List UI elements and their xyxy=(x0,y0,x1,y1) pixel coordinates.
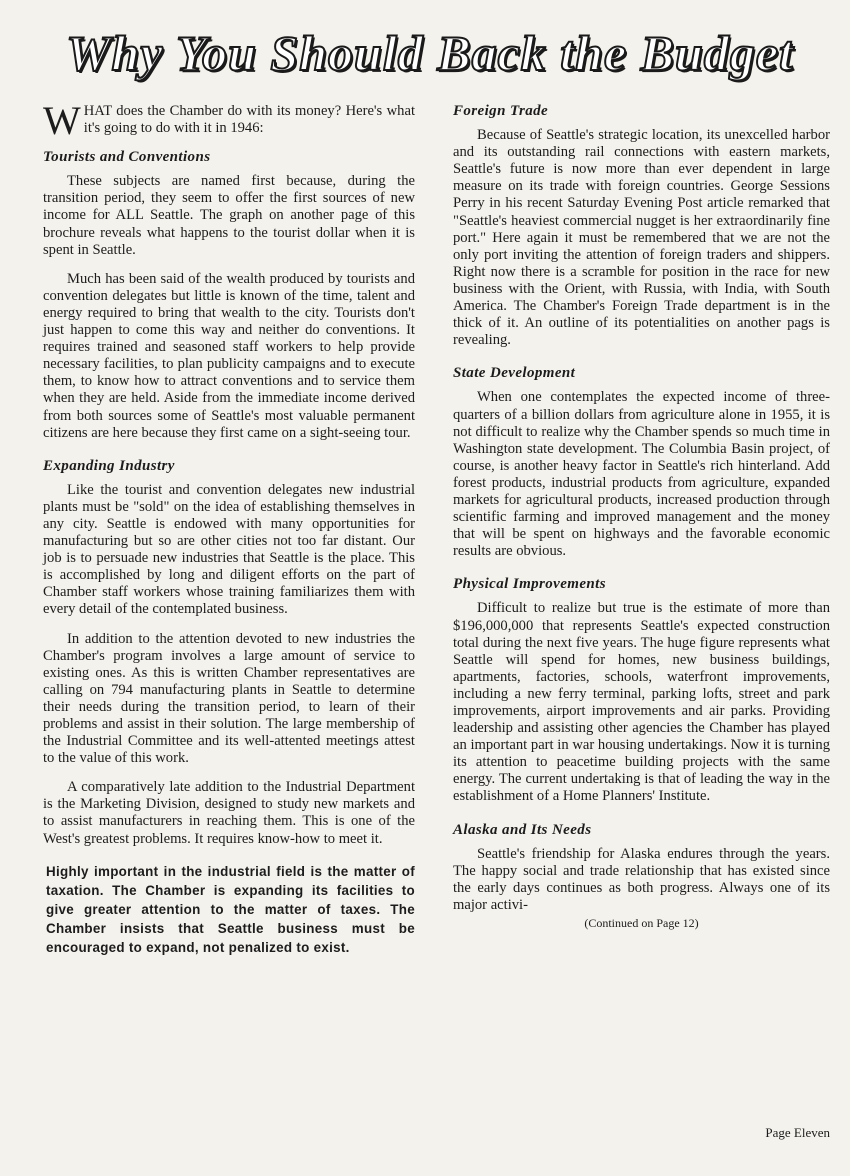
industry-paragraph-3: A comparatively late addition to the Industrial Department is the Marketing Division, designed to study new markets and to assist manufacturers in reaching them. This is one of the West's greatest problems. It requires know-how to meet it. xyxy=(43,779,415,847)
right-column xyxy=(453,103,830,930)
foreign-trade-paragraph: Because of Seattle's strategic location, its unexcelled harbor and its outstanding rail connections with eastern markets, Seattle's future is now more than ever dependent in large measure on its trade with foreign countries. George Sessions Perry in his recent Saturday Evening Post article remarked that "Seattle's heaviest commercial nugget is her extraordinarily fine port." Here again it must be remembered that we are not the only port inviting the attention of foreign traders and shippers. Right now there is a scramble for position in the race for new business with the Orient, with Russia, with India, with South America. The Chamber's Foreign Trade department is in the thick of it. An outline of its potentialities on another pags is revealing. xyxy=(453,127,830,349)
intro-text: HAT does the Chamber do with its money? Here's what it's going to do with it in 1946: xyxy=(83,103,415,137)
heading-state-development: State Development xyxy=(453,365,576,382)
alaska-paragraph: Seattle's friendship for Alaska endures through the years. The happy social and trade relationship that has existed since the early days continues as both progress. Always one of its major activi- xyxy=(453,845,830,913)
left-column xyxy=(43,98,415,970)
continued-note: (Continued on Page 12) xyxy=(584,916,699,931)
intro-paragraph xyxy=(43,98,415,143)
heading-alaska-and-its-needs: Alaska and Its Needs xyxy=(453,821,592,838)
drop-cap: W xyxy=(43,98,81,143)
heading-expanding-industry: Expanding Industry xyxy=(43,457,175,474)
tourists-paragraph-1: These subjects are named first because, during the transition period, they seem to offer the first sources of new income for ALL Seattle. The graph on another page of this brochure reveals what happens to the tourist dollar when it is spent in Seattle. xyxy=(43,173,415,258)
taxation-paragraph: Highly important in the industrial field is the matter of taxation. The Chamber is expanding its facilities to give greater attention to the matter of taxes. The Chamber insists that Seattle business must be encouraged to expand, not penalized to exist. xyxy=(46,863,415,956)
heading-physical-improvements: Physical Improvements xyxy=(453,576,606,593)
tourists-paragraph-2: Much has been said of the wealth produced by tourists and convention delegates but little is known of the time, talent and energy required to bring that wealth to the city. Tourists don't just happen to come this way and neither do conventions. It requires trained and seasoned staff workers to help provide necessary facilities, to plan publicity campaigns and to execute them, to know how to attract conventions and to service them when they are held. Aside from the immediate income derived from both sources some of Seattle's most valuable permanent citizens are here because they first came on a sight-seeing tour. xyxy=(43,270,415,441)
state-development-paragraph: When one contemplates the expected income of three-quarters of a billion dollars from agriculture alone in 1955, it is not difficult to realize why the Chamber spends so much time in Washington state development. The Columbia Basin project, of course, is another heavy factor in Seattle's rich hinterland. Add forest products, industrial products from agriculture, expanded markets for agricultural products, increased production through scientific farming and improved management and the money that will be spent on highways and the favorable economic results are obvious. xyxy=(453,389,830,560)
industry-paragraph-2: In addition to the attention devoted to new industries the Chamber's program involves a large amount of service to existing ones. As this is written Chamber representatives are calling on 794 manufacturing plants in Seattle to determine their needs during the transition period, to learn of their problems and assist in their solution. The large membership of the Industrial Committee and its well-attented meetings attest to the value of this work. xyxy=(43,630,415,767)
industry-paragraph-1: Like the tourist and convention delegates new industrial plants must be "sold" on the idea of establishing themselves in any city. Seattle is endowed with many opportunities for manufacturing but so are other cities not too far distant. Our job is to persuade new industries that Seattle is the place. This is accomplished by long and diligent efforts on the part of Chamber staff workers whose training familiarizes them with every detail of the contemplated business. xyxy=(43,481,415,618)
page-number: Page Eleven xyxy=(765,1125,830,1140)
physical-improvements-paragraph: Difficult to realize but true is the estimate of more than $196,000,000 that represents Seattle's expected construction total during the next five years. The huge figure represents what Seattle will spend for homes, new business buildings, apartments, factories, schools, waterfront improvements, including a new ferry terminal, parking lofts, street and park improvements, airport improvements and air parks. Providing leadership and assisting other agencies the Chamber has played an important part in war housing undertakings. Now it is turning its attention to peacetime building projects with the same energy. The current undertaking is that of leading the way in the establishment of a Home Planners' Institute. xyxy=(453,600,830,805)
heading-foreign-trade: Foreign Trade xyxy=(453,103,549,119)
page-title: Why You Should Back the Budget xyxy=(66,25,794,81)
heading-tourists-and-conventions: Tourists and Conventions xyxy=(43,149,211,166)
